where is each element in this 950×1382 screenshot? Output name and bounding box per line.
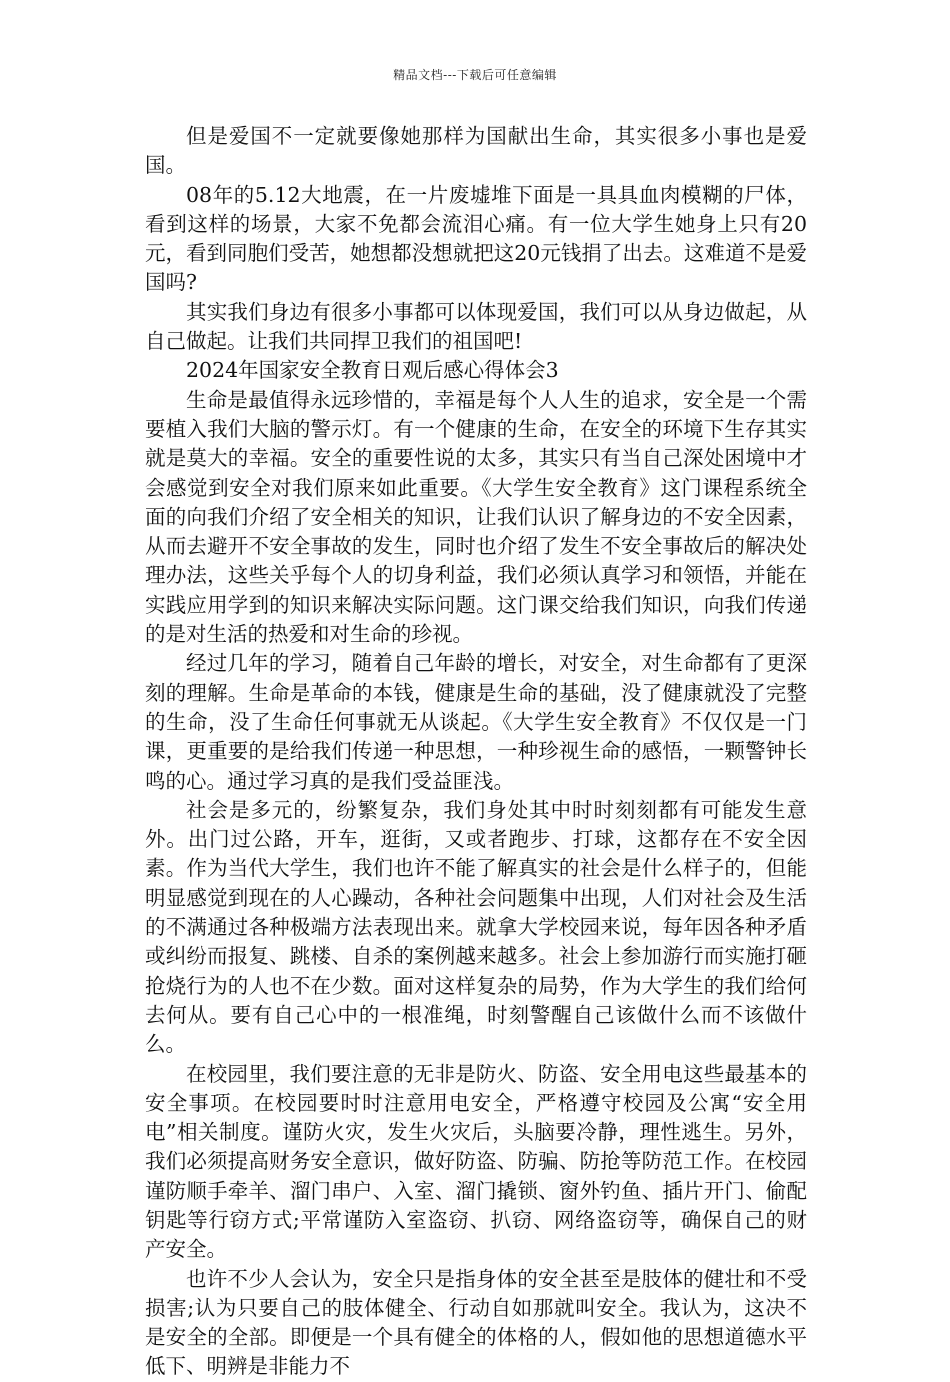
paragraph-society: 社会是多元的，纷繁复杂，我们身处其中时时刻刻都有可能发生意外。出门过公路，开车，逛街，又或者跑步、打球，这都存在不安全因素。作为当代大学生，我们也许不能了解真实的社会是什么样子的，但能明显感觉到现在的人心躁动，各种社会问题集中出现，人们对社会及生活的不满通过各种极端方法表现出来。就拿大学校园来说，每年因各种矛盾或纠纷而报复、跳楼、自杀的案例越来越多。社会上参加游行而实施打砸抢烧行为的人也不在少数。面对这样复杂的局势，作为大学生的我们给何去何从。要有自己心中的一根准绳，时刻警醒自己该做什么而不该做什么。 bbox=[145, 797, 807, 1057]
section-title: 2024年国家安全教育日观后感心得体会3 bbox=[186, 358, 559, 383]
paragraph-earthquake: 08年的5.12大地震，在一片废墟堆下面是一具具血肉模糊的尸体，看到这样的场景，大家不免都会流泪心痛。有一位大学生她身上只有20元，看到同胞们受苦，她想都没想就把这20元钱捐了出去。这难道不是爱国吗? bbox=[145, 182, 807, 295]
paragraph-safety-definition: 也许不少人会认为，安全只是指身体的安全甚至是肢体的健壮和不受损害;认为只要自己的肢体健全、行动自如那就叫安全。我认为，这决不是安全的全部。即便是一个具有健全的体格的人，假如他的思想道德水平低下、明辨是非能力不 bbox=[145, 1266, 807, 1379]
paragraph-patriotism-small-things: 但是爱国不一定就要像她那样为国献出生命，其实很多小事也是爱国。 bbox=[145, 124, 807, 178]
page-header: 精品文档---下载后可任意编辑 bbox=[393, 68, 557, 82]
paragraph-years-of-study: 经过几年的学习，随着自己年龄的增长，对安全，对生命都有了更深刻的理解。生命是革命的本钱，健康是生命的基础，没了健康就没了完整的生命，没了生命任何事就无从谈起。《大学生安全教育》不仅仅是一门课，更重要的是给我们传递一种思想，一种珍视生命的感悟，一颗警钟长鸣的心。通过学习真的是我们受益匪浅。 bbox=[145, 651, 807, 793]
paragraph-start-from-self: 其实我们身边有很多小事都可以体现爱国，我们可以从身边做起，从自己做起。让我们共同捍卫我们的祖国吧! bbox=[145, 299, 807, 354]
document-body bbox=[145, 122, 807, 1382]
paragraph-life-and-safety: 生命是最值得永远珍惜的，幸福是每个人人生的追求，安全是一个需要植入我们大脑的警示灯。有一个健康的生命，在安全的环境下生存其实就是莫大的幸福。安全的重要性说的太多，其实只有当自己深处困境中才会感觉到安全对我们原来如此重要。《大学生安全教育》这门课程系统全面的向我们介绍了安全相关的知识，让我们认识了解身边的不安全因素，从而去避开不安全事故的发生，同时也介绍了发生不安全事故后的解决处理办法，这些关乎每个人的切身利益，我们必须认真学习和领悟，并能在实践应用学到的知识来解决实际问题。这门课交给我们知识，向我们传递的是对生活的热爱和对生命的珍视。 bbox=[145, 387, 807, 647]
paragraph-campus-safety: 在校园里，我们要注意的无非是防火、防盗、安全用电这些最基本的安全事项。在校园要时时注意用电安全，严格遵守校园及公寓“安全用电”相关制度。谨防火灾，发生火灾后，头脑要冷静，理性逃生。另外，我们必须提高财务安全意识，做好防盗、防骗、防抢等防范工作。在校园谨防顺手牵羊、溜门串户、入室、溜门撬锁、窗外钓鱼、插片开门、偷配钥匙等行窃方式;平常谨防入室盗窃、扒窃、网络盗窃等，确保自己的财产安全。 bbox=[145, 1061, 807, 1262]
